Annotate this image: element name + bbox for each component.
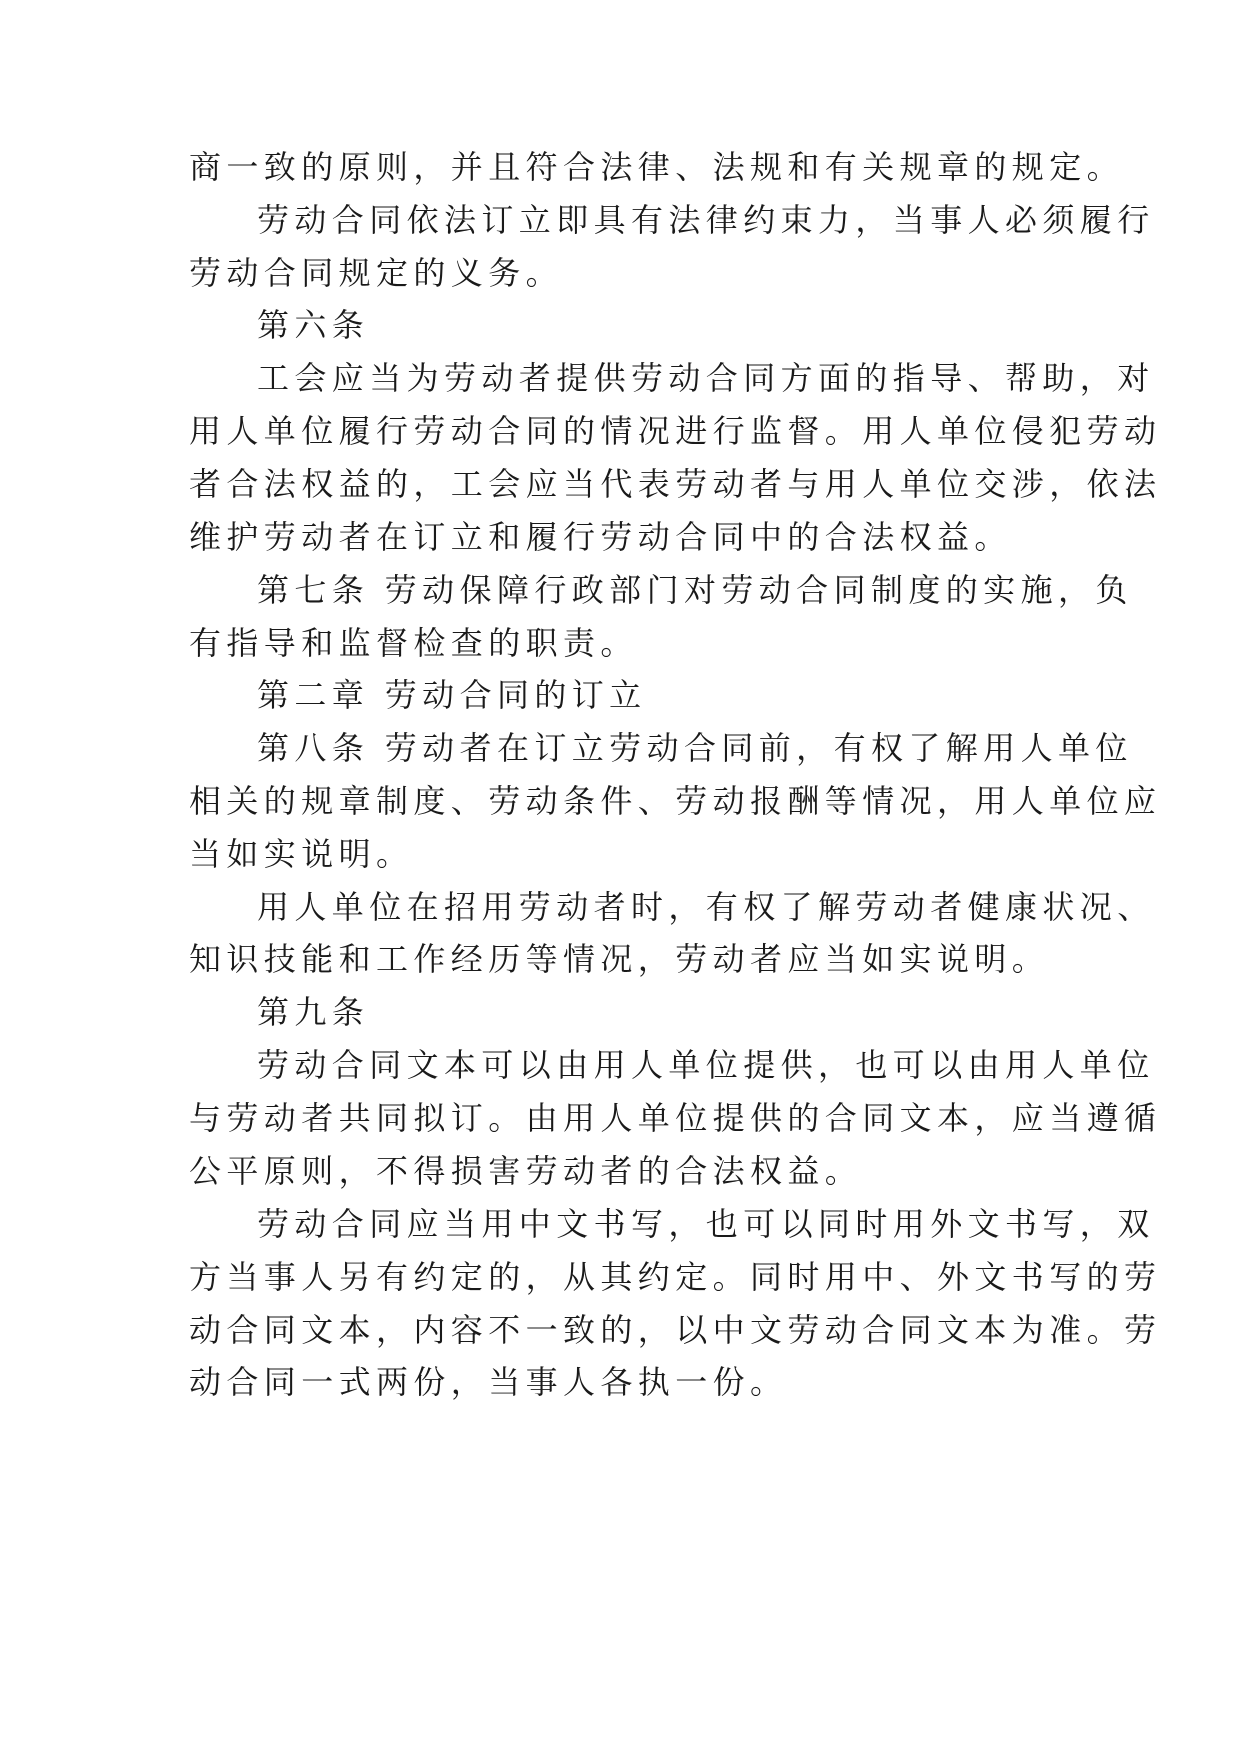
text-line-2: 劳动合同依法订立即具有法律约束力，当事人必须履行: [257, 201, 1155, 239]
text-line-15: 用人单位在招用劳动者时，有权了解劳动者健康状况、: [257, 888, 1155, 926]
text-line-6: 用人单位履行劳动合同的情况进行监督。用人单位侵犯劳动: [189, 412, 1162, 450]
text-line-22: 方当事人另有约定的，从其约定。同时用中、外文书写的劳: [189, 1258, 1162, 1296]
text-line-3: 劳动合同规定的义务。: [189, 254, 564, 292]
text-line-14: 当如实说明。: [189, 835, 414, 873]
text-line-12: 第八条 劳动者在订立劳动合同前，有权了解用人单位: [257, 729, 1133, 767]
text-line-9: 第七条 劳动保障行政部门对劳动合同制度的实施，负: [257, 571, 1133, 609]
text-line-19: 与劳动者共同拟订。由用人单位提供的合同文本，应当遵循: [189, 1099, 1162, 1137]
chapter-heading-2: 第二章 劳动合同的订立: [257, 676, 647, 714]
text-line-16: 知识技能和工作经历等情况，劳动者应当如实说明。: [189, 940, 1050, 978]
text-line-8: 维护劳动者在订立和履行劳动合同中的合法权益。: [189, 518, 1012, 556]
text-line-13: 相关的规章制度、劳动条件、劳动报酬等情况，用人单位应: [189, 782, 1162, 820]
text-line-18: 劳动合同文本可以由用人单位提供，也可以由用人单位: [257, 1046, 1155, 1084]
article-heading-6: 第六条: [257, 306, 370, 344]
text-line-24: 动合同一式两份，当事人各执一份。: [189, 1363, 788, 1401]
text-line-10: 有指导和监督检查的职责。: [189, 624, 638, 662]
text-line-1: 商一致的原则，并且符合法律、法规和有关规章的规定。: [189, 148, 1125, 186]
article-heading-9: 第九条: [257, 993, 370, 1031]
text-line-21: 劳动合同应当用中文书写，也可以同时用外文书写，双: [257, 1205, 1155, 1243]
text-line-23: 动合同文本，内容不一致的，以中文劳动合同文本为准。劳: [189, 1311, 1162, 1349]
text-line-7: 者合法权益的，工会应当代表劳动者与用人单位交涉，依法: [189, 465, 1162, 503]
text-line-20: 公平原则，不得损害劳动者的合法权益。: [189, 1152, 863, 1190]
text-line-5: 工会应当为劳动者提供劳动合同方面的指导、帮助，对: [257, 359, 1155, 397]
